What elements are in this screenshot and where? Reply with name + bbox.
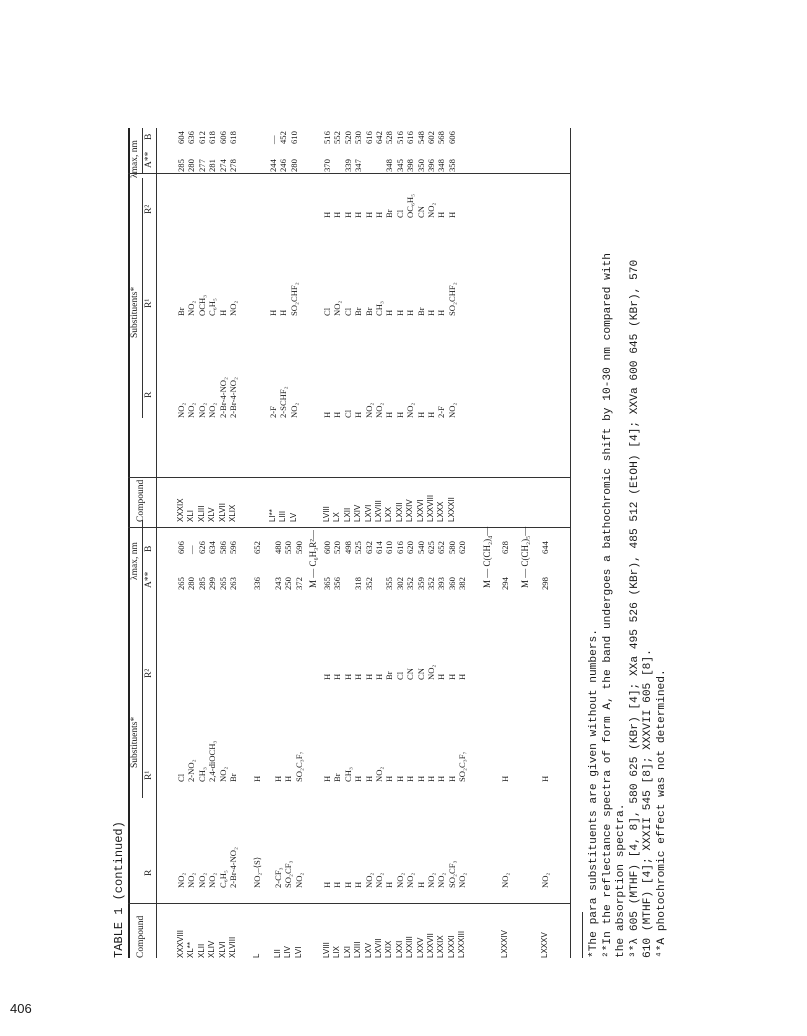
left-g5-a: 298 bbox=[540, 577, 550, 590]
right-g3-r: H H Cl H NO₂ NO₂ H H NO₂ H H 2-F NO₂ bbox=[322, 402, 457, 418]
page-number: 406 bbox=[10, 1001, 32, 1016]
header-lambda-left: λmax, nm bbox=[130, 542, 140, 580]
right-g1-compounds: XXXIX XLI XLIII XLV XLVII XLIX bbox=[176, 498, 238, 522]
right-lambda-rule bbox=[142, 128, 143, 174]
header-substituents-left: Substituents* bbox=[130, 716, 140, 768]
footnote-line: *The para substituents are given without numbers. bbox=[588, 629, 600, 958]
header-lambda-right: λmax, nm bbox=[130, 140, 140, 178]
footnote-line: ²*In the reflectance spectra of form A, the band undergoes a bathochromic shift by 10-30 nm compared with bbox=[601, 253, 614, 958]
left-g1-compounds: XXXVIII XL** XLII XLIV XLVI XLVIII bbox=[176, 929, 238, 958]
left-g2-compounds: L LII LIV LVI bbox=[252, 945, 303, 958]
left-g4-r1: H bbox=[500, 775, 510, 782]
footnotes bbox=[588, 128, 670, 958]
left-g2-b: 652 480 550 590 bbox=[252, 541, 304, 554]
right-g1-r: NO₂ NO₂ NO₂ NO₂ 2-Br-4-NO₂ 2-Br-4-NO₂ bbox=[176, 376, 239, 418]
right-g1-b: 604 636 612 618 606 618 bbox=[176, 131, 239, 144]
footnote-line: 610 (MTHF) [4]; XXXII 545 [8]; XXXVII 605 [8]. bbox=[642, 649, 655, 958]
header-r1-left: R¹ bbox=[144, 770, 154, 780]
left-g4-a: 294 bbox=[500, 577, 510, 590]
footnote-line: ³*λ 605 (MTHF) [4, 8], 580 625 (KBr) [4]; XXa 495 526 (KBr), 485 512 (EtOH) [4]; XXVa 600 645 (KBr), 570 bbox=[628, 259, 641, 958]
footnote-rule bbox=[582, 912, 583, 958]
footnote-line: the absorption spectra. bbox=[615, 803, 628, 958]
header-r2-left: R² bbox=[144, 668, 154, 678]
left-g5-r1: H bbox=[540, 775, 550, 782]
vrule bbox=[128, 477, 570, 478]
left-g2-r1: H H H SO₂C₃F₇ bbox=[252, 751, 304, 782]
table-title: TABLE 1 (continued) bbox=[112, 821, 126, 958]
right-g3-r1: Cl NO₂ Cl Br Br CH₃ H H H Br H H SO₂CHF₂ bbox=[322, 282, 457, 316]
left-substituents-rule bbox=[142, 588, 143, 798]
vrule-center bbox=[128, 527, 570, 528]
header-r-left: R bbox=[144, 869, 154, 876]
header-substituents-right: Substituents* bbox=[130, 286, 140, 338]
right-g2-r1: H H SO₂CHF₂ bbox=[268, 282, 299, 316]
left-g2-a: 336 243 250 372 bbox=[252, 577, 304, 590]
header-r1-right: R¹ bbox=[144, 298, 154, 308]
left-g3-b: 600 520 498 525 632 614 610 616 620 540 625 652 580 620 bbox=[322, 541, 468, 554]
left-g5-compounds: LXXXV bbox=[540, 932, 549, 958]
rotated-table-page bbox=[112, 128, 692, 958]
right-g1-r1: Br NO₂ OCH₃ C₆H₅ H NO₂ bbox=[176, 294, 239, 316]
right-g3-r2: H H H H H H Br Cl OC₆H₅ CN NO₂ H H bbox=[322, 193, 457, 218]
header-a-left: A** bbox=[144, 571, 154, 588]
vrule bbox=[128, 173, 570, 174]
section-label-ch2-4: M — C(CH₂)₄— bbox=[482, 526, 492, 588]
right-g2-compounds: LI** LIII LV bbox=[268, 509, 298, 522]
right-g2-r: 2-F 2-SCHF₂ NO₂ bbox=[268, 386, 299, 418]
left-g4-b: 628 bbox=[500, 541, 510, 554]
header-b-left: B bbox=[144, 545, 154, 552]
left-g1-r1: Cl 2-NO₂ CH₃ 2,4-diOCH₃ NO₂ Br bbox=[176, 740, 239, 782]
right-g3-b: 516 552 520 530 616 642 528 516 616 548 602 568 606 bbox=[322, 131, 457, 144]
left-g2-r: NO₂–⟨S⟩ 2-CF₃ SO₂CF₃ NO₂ bbox=[252, 856, 304, 888]
header-compound-right: Compound bbox=[136, 479, 146, 522]
header-r-right: R bbox=[144, 391, 154, 398]
left-g1-r: NO₂ NO₂ NO₂ NO₂ C₆H₅ 2-Br-4-NO₂ bbox=[176, 846, 239, 888]
header-a-right: A** bbox=[144, 151, 154, 168]
left-lambda-rule bbox=[142, 520, 143, 588]
left-g4-r: NO₂ bbox=[500, 872, 510, 888]
right-g2-b: — 452 610 bbox=[268, 131, 299, 144]
left-g5-r: NO₂ bbox=[540, 872, 550, 888]
header-compound: Compound bbox=[136, 915, 146, 958]
section-label-c6h3: M — C₆H₃R²— bbox=[308, 530, 318, 588]
left-g3-a: 365 356 318 352 355 302 352 359 352 393 360 382 bbox=[322, 577, 468, 590]
left-g3-r1: H Br CH₃ H H NO₂ H H H H H H H SO₂C₃F₇ bbox=[322, 751, 468, 782]
left-g3-compounds: LVIII LIX LXI LXIII LXV LXVII LXIX LXXI LXXIII LXXV LXXVII LXXIX LXXXI LXXXIII bbox=[322, 930, 467, 958]
left-g4-compounds: LXXXIV bbox=[500, 929, 509, 958]
section-label-ch2-5: M — C(CH₂)₅— bbox=[520, 526, 530, 588]
footnote-line: ⁴*A photochromic effect was not determined. bbox=[655, 669, 668, 958]
header-r2-right: R² bbox=[144, 204, 154, 214]
header-bottom-rule bbox=[156, 128, 157, 958]
right-g3-compounds: LVIII LX LXII LXIV LXVI LXVIII LXX LXXII LXXIV LXXVI LXXVIII LXXX LXXXII bbox=[322, 494, 456, 522]
header-b-right: B bbox=[144, 133, 154, 140]
left-g3-r2: H H H H H H Br Cl CN CN NO₂ H H H bbox=[322, 664, 468, 680]
left-g5-b: 644 bbox=[540, 541, 550, 554]
right-substituents-rule bbox=[142, 178, 143, 418]
left-g3-r: H H H H NO₂ NO₂ H NO₂ NO₂ H NO₂ NO₂ SO₂CF₃ NO₂ bbox=[322, 860, 468, 888]
right-g1-a: 285 280 277 281 274 278 bbox=[176, 159, 239, 172]
table-bottom-rule bbox=[570, 128, 571, 958]
vrule bbox=[128, 903, 570, 904]
left-g1-a: 265 280 285 299 265 263 bbox=[176, 577, 239, 590]
left-g1-b: 606 — 626 634 586 596 bbox=[176, 541, 239, 554]
right-g3-a: 370 339 347 348 345 398 350 396 348 358 bbox=[322, 159, 457, 172]
right-g2-a: 244 246 280 bbox=[268, 159, 299, 172]
